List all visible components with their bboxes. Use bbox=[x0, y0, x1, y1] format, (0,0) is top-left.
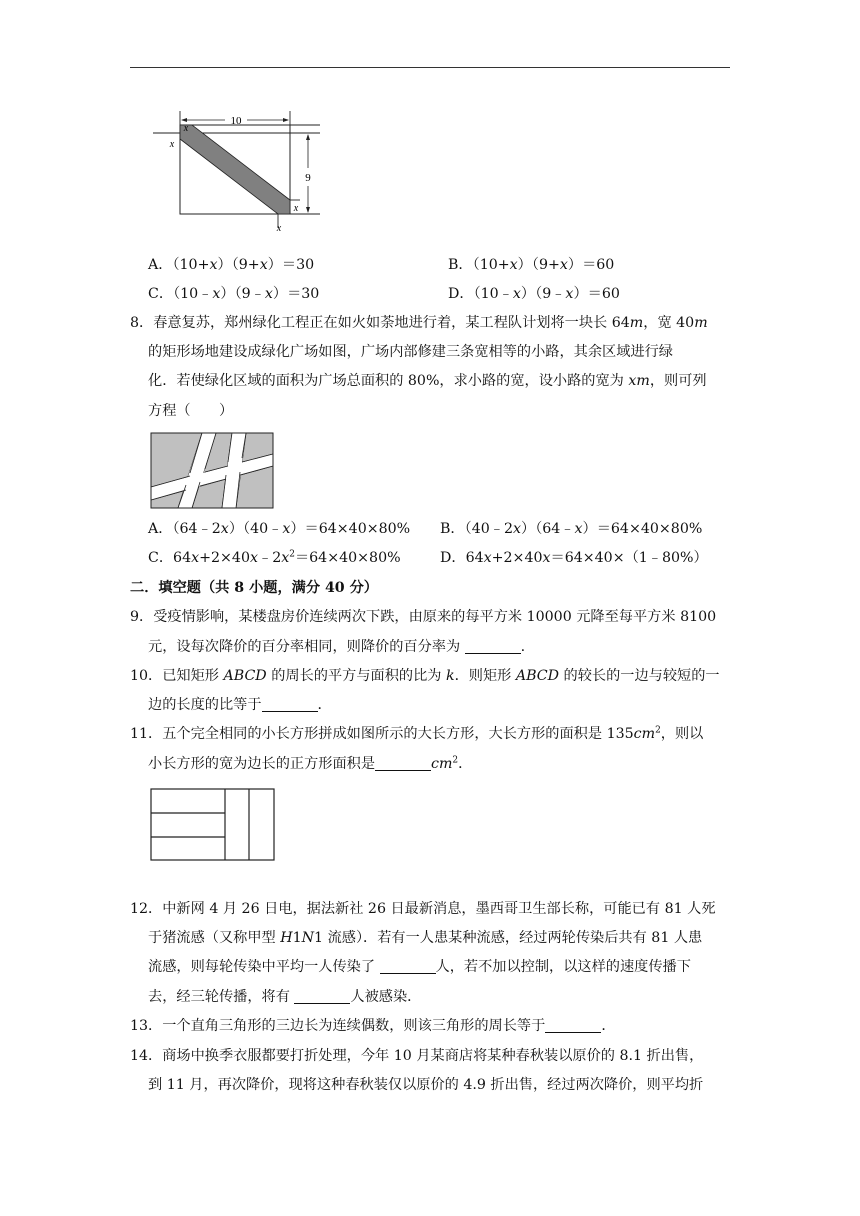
shaded-road bbox=[180, 125, 290, 214]
q10-line2: 边的长度的比等于 ． bbox=[148, 697, 332, 713]
x-right-label: x bbox=[293, 203, 299, 214]
q11-figure bbox=[150, 788, 276, 862]
q8-option-a: A．（64﹣2x）（40﹣x）＝64×40×80% bbox=[148, 521, 411, 537]
q7-option-b: B．（10+x）（9+x）＝60 bbox=[448, 257, 615, 273]
x-bottom-label: x bbox=[276, 223, 282, 234]
q13-blank[interactable] bbox=[545, 1018, 601, 1033]
q8-option-b: B．（40﹣2x）（64﹣x）＝64×40×80% bbox=[440, 521, 703, 537]
dim-top-label: 10 bbox=[230, 115, 242, 127]
q12-blank-1[interactable] bbox=[380, 959, 436, 974]
q10-blank[interactable] bbox=[262, 697, 318, 712]
q14-line1: 14．商场中换季衣服都要打折处理，今年 10 月某商店将某种春秋装以原价的 8.1 折出售， bbox=[130, 1048, 704, 1064]
q8-option-d: D．64x+2×40x＝64×40×（1﹣80%） bbox=[440, 550, 708, 566]
q11-line1: 11．五个完全相同的小长方形拼成如图所示的大长方形，大长方形的面积是 $135cm^2$，则以 bbox=[130, 725, 704, 742]
q9-line2: 元，设每次降价的百分率相同，则降价的百分率为 . bbox=[148, 639, 526, 655]
q8-line1: 8．春意复苏，郑州绿化工程正在如火如荼地进行着，某工程队计划将一块长 64m，宽 40m bbox=[130, 315, 708, 331]
q9-line1: 9．受疫情影响，某楼盘房价连续两次下跌，由原来的每平方米 10000 元降至每平方米 8100 bbox=[130, 609, 717, 625]
q12-line4: 去，经三轮传播，将有 人被感染． bbox=[148, 989, 422, 1005]
q12-line2: 于猪流感（又称甲型 H1N1 流感）．若有一人患某种流感，经过两轮传染后共有 81 人患 bbox=[148, 930, 703, 946]
q11-blank[interactable] bbox=[375, 756, 431, 771]
q8-line4: 方程（ ） bbox=[148, 403, 234, 419]
q11-line2: 小长方形的宽为边长的正方形面积是 $cm^2$． bbox=[148, 755, 473, 772]
q8-option-c: C．$64x+2\times 40x﹣2x^2=64\times 40\times 80\%$ bbox=[148, 549, 401, 566]
x-top-label: x bbox=[183, 123, 189, 134]
x-left-label: x bbox=[169, 139, 175, 150]
q13-line1: 13．一个直角三角形的三边长为连续偶数，则该三角形的周长等于 ． bbox=[130, 1018, 616, 1034]
q12-line3: 流感，则每轮传染中平均一人传染了 人，若不加以控制，以这样的速度传播下 bbox=[148, 959, 691, 975]
q8-figure bbox=[150, 432, 275, 510]
dim-right-label: 9 bbox=[305, 172, 311, 184]
q7-figure bbox=[150, 108, 330, 238]
q12-blank-2[interactable] bbox=[294, 989, 350, 1004]
q12-line1: 12．中新网 4 月 26 日电，据法新社 26 日最新消息，墨西哥卫生部长称，可能已有 81 人死 bbox=[130, 901, 716, 917]
header-rule bbox=[130, 67, 730, 68]
q7-option-d: D．（10﹣x）（9﹣x）＝60 bbox=[448, 286, 620, 302]
q14-line2: 到 11 月，再次降价，现将这种春秋装仅以原价的 4.9 折出售，经过两次降价，则平均折 bbox=[148, 1077, 704, 1093]
q10-line1: 10．已知矩形 ABCD 的周长的平方与面积的比为 k．则矩形 ABCD 的较长的一边与较短的一 bbox=[130, 668, 720, 684]
section-heading: 二．填空题（共 8 小题，满分 40 分） bbox=[130, 580, 378, 596]
q7-option-c: C．（10﹣x）（9﹣x）＝30 bbox=[148, 286, 320, 302]
q7-option-a: A．（10+x）（9+x）＝30 bbox=[148, 257, 315, 273]
q9-blank[interactable] bbox=[465, 639, 521, 654]
q8-line2: 的矩形场地建设成绿化广场如图，广场内部修建三条宽相等的小路，其余区域进行绿 bbox=[148, 344, 673, 360]
q8-line3: 化．若使绿化区域的面积为广场总面积的 80%，求小路的宽，设小路的宽为 xm，则可列 bbox=[148, 373, 707, 389]
